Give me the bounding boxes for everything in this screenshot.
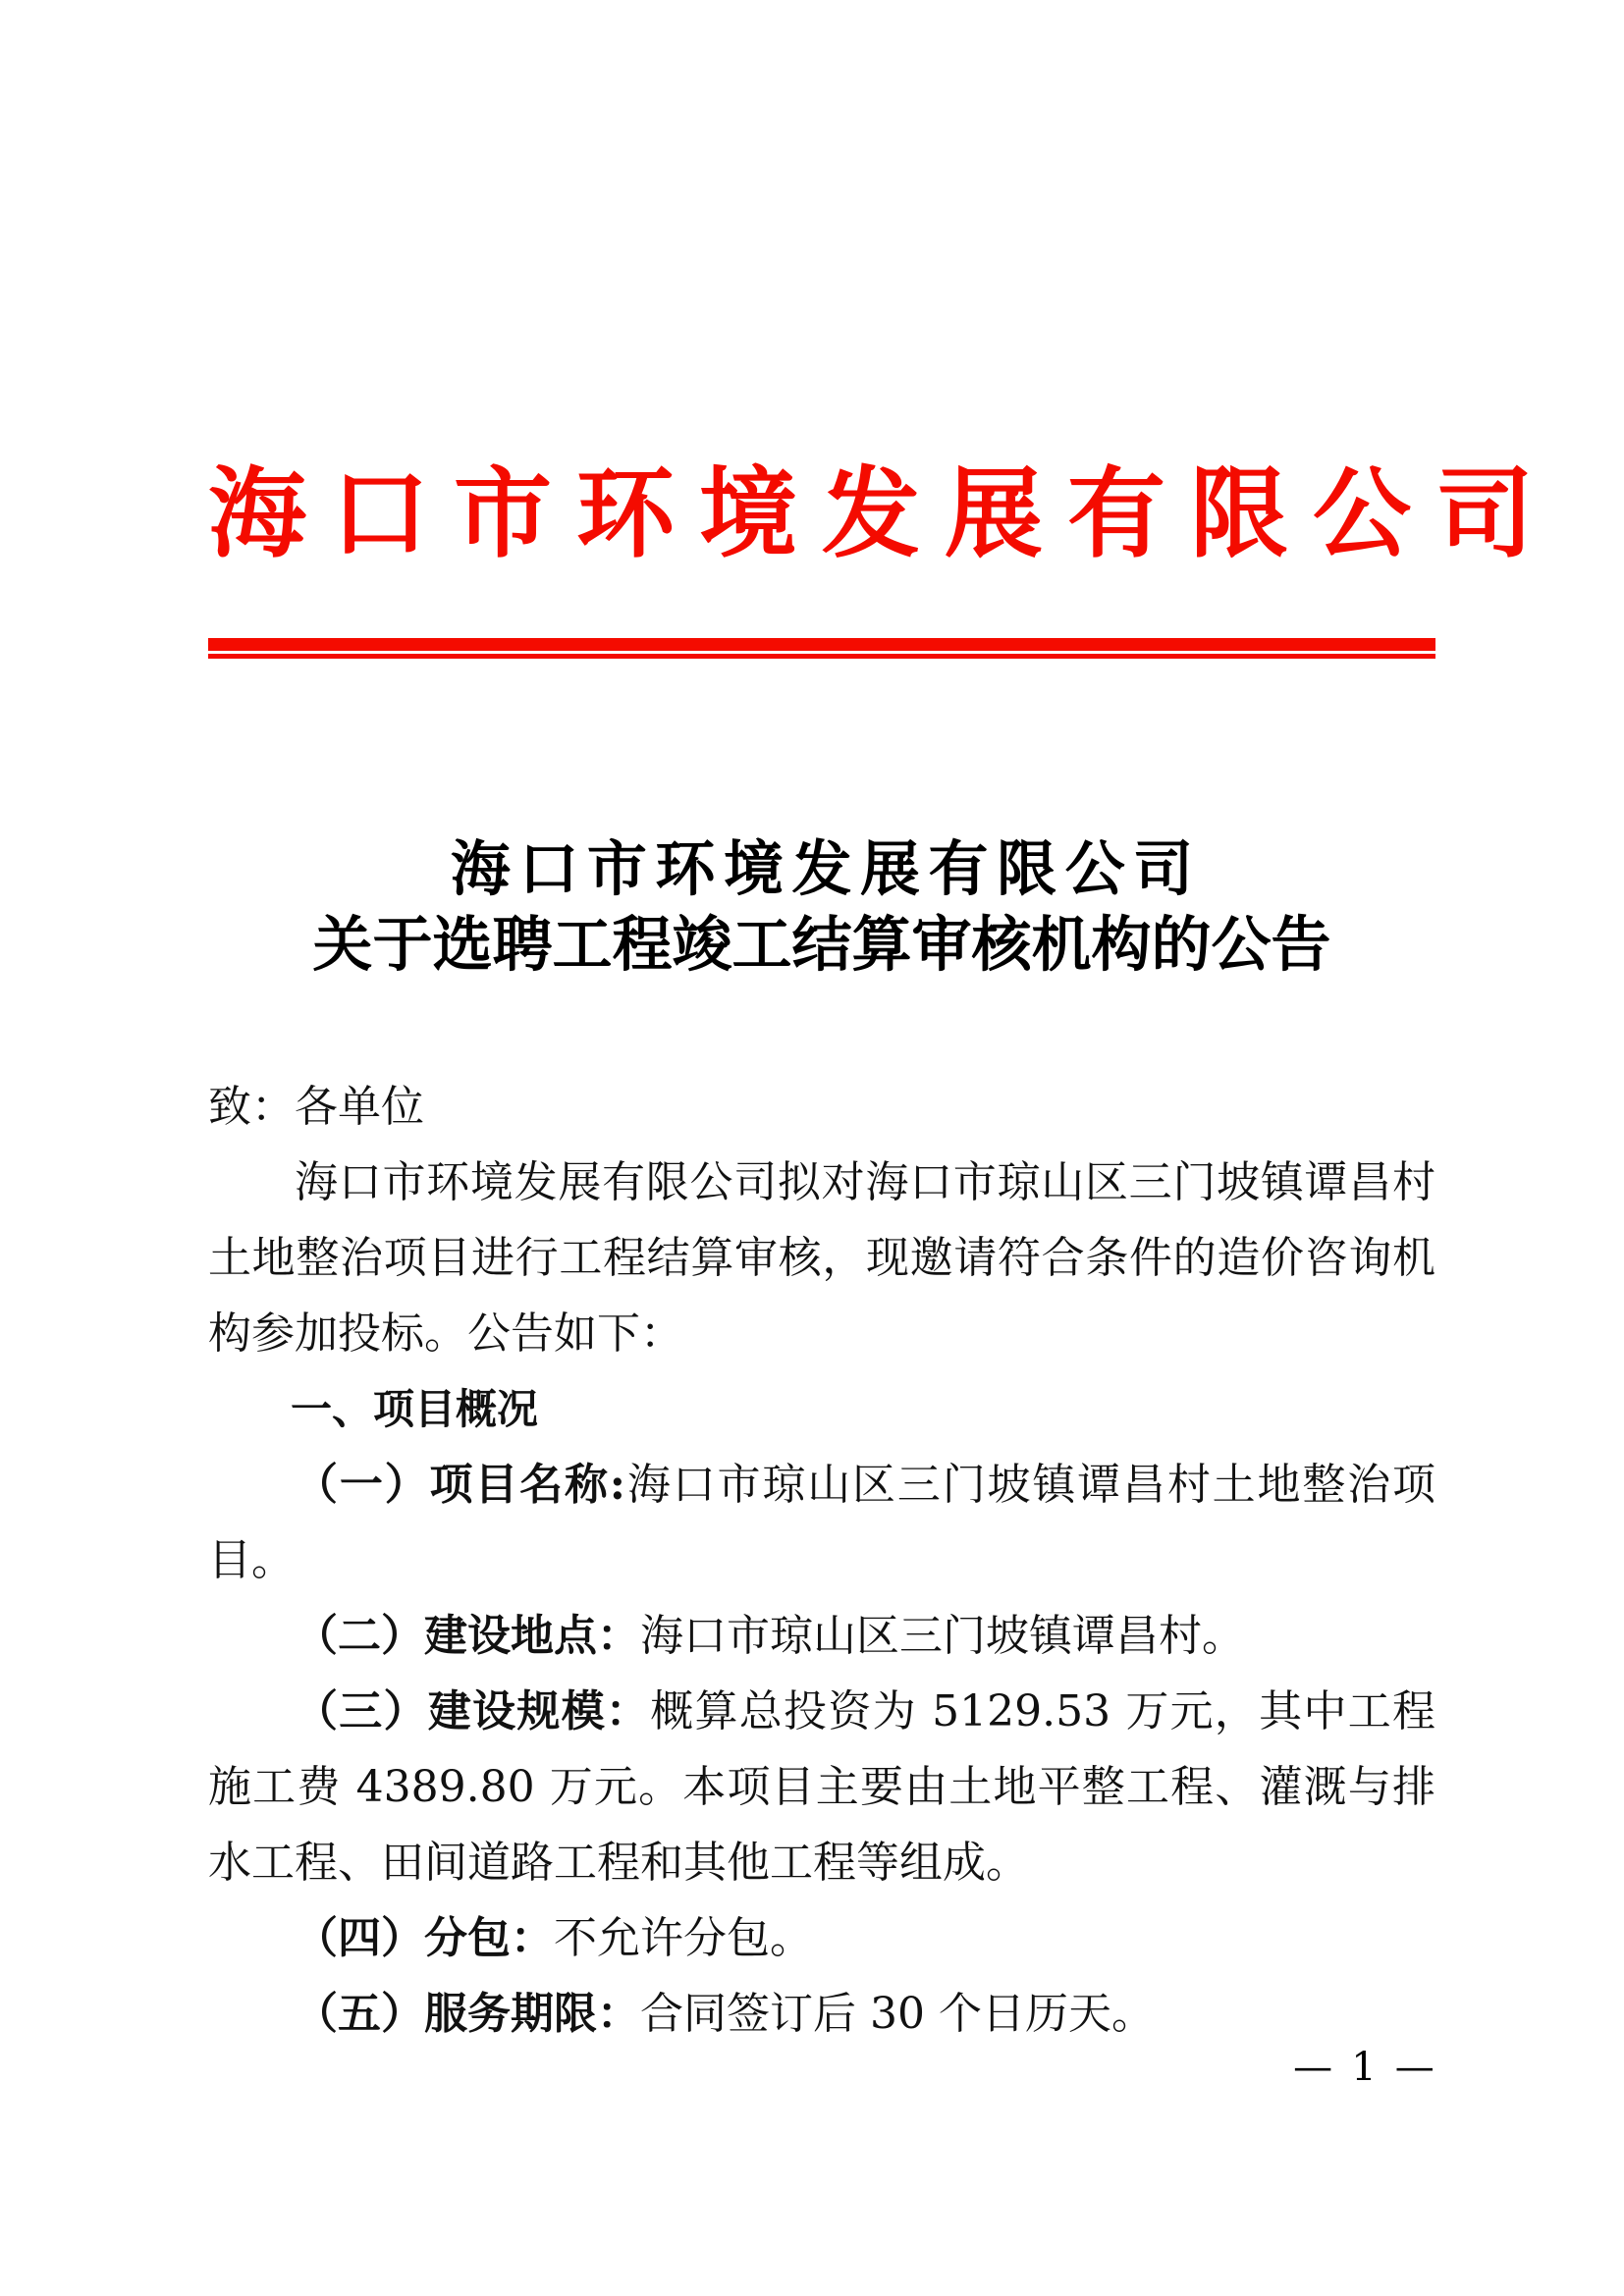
item-project-name-value: 海口市琼山区三门坡镇谭昌村土地整治项目。 [208, 1460, 1436, 1585]
document-body [208, 1069, 1435, 2052]
section-heading-project-overview: 一、项目概况 [291, 1385, 539, 1433]
document-title-line2: 关于选聘工程竣工结算审核机构的公告 [312, 910, 1331, 980]
item-subcontracting [208, 1900, 1435, 1976]
item-project-name [208, 1447, 1435, 1598]
document-title-line1: 海口市环境发展有限公司 [450, 834, 1202, 904]
salutation: 致：各单位 [208, 1082, 424, 1132]
item-construction-scale-value: 概算总投资为 5129.53 万元，其中工程施工费 4389.80 万元。本项目主要由土地平整工程、灌溉与排水工程、田间道路工程和其他工程等组成。 [208, 1686, 1435, 1888]
item-project-name-label: （一）项目名称: [295, 1460, 626, 1510]
item-service-period-label: （五）服务期限： [295, 1989, 640, 2039]
item-construction-scale [208, 1674, 1435, 1900]
item-construction-site-value: 海口市琼山区三门坡镇谭昌村。 [640, 1611, 1245, 1661]
letterhead-rule-thin [208, 654, 1435, 659]
item-subcontracting-value: 不允许分包。 [554, 1913, 813, 1963]
item-construction-site [208, 1598, 1435, 1674]
letterhead-rule-thick [208, 638, 1435, 651]
item-service-period [208, 1976, 1435, 2052]
item-service-period-value: 合同签订后 30 个日历天。 [640, 1989, 1155, 2039]
item-construction-scale-label: （三）建设规模： [295, 1686, 651, 1736]
item-subcontracting-label: （四）分包： [295, 1913, 554, 1963]
letterhead-company-name: 海口市环境发展有限公司 [208, 455, 1558, 571]
intro-paragraph: 海口市环境发展有限公司拟对海口市琼山区三门坡镇谭昌村土地整治项目进行工程结算审核，现邀请符合条件的造价咨询机构参加投标。公告如下： [208, 1157, 1435, 1359]
page-number: — 1 — [1293, 2045, 1437, 2090]
item-construction-site-label: （二）建设地点： [295, 1611, 640, 1661]
document-title [208, 831, 1435, 983]
